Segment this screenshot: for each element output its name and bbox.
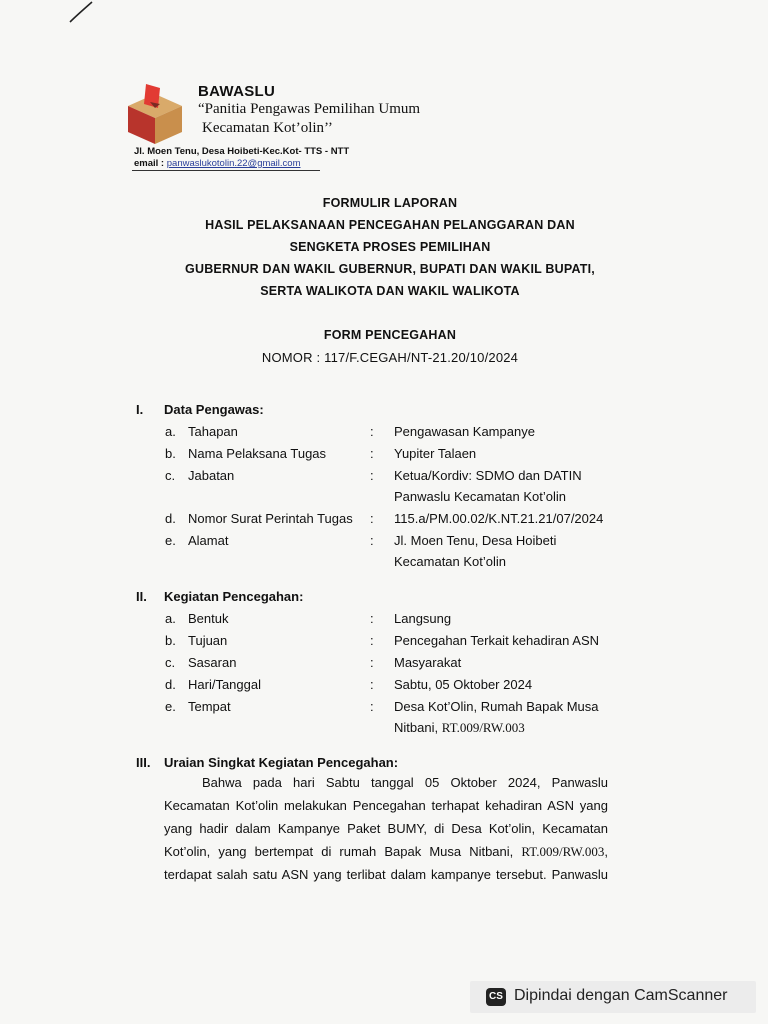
field-value: Jl. Moen Tenu, Desa Hoibeti: [394, 533, 557, 548]
title-line-3: SENGKETA PROSES PEMILIHAN: [289, 240, 491, 254]
section-2-heading: [136, 589, 303, 604]
field-value: 115.a/PM.00.02/K.NT.21.21/07/2024: [394, 511, 604, 526]
field-letter: d.: [165, 677, 176, 692]
org-address: Jl. Moen Tenu, Desa Hoibeti-Kec.Kot- TTS - NTT: [134, 146, 350, 157]
title-line-1: FORMULIR LAPORAN: [322, 196, 458, 210]
email-label: email :: [134, 158, 165, 169]
field-label: Sasaran: [188, 655, 237, 670]
org-subtitle-line2: Kecamatan Kot’olin’’: [202, 120, 333, 136]
field-letter: b.: [165, 446, 176, 461]
field-label: Tempat: [188, 699, 231, 714]
field-value-continued: Nitbani, RT.009/RW.003: [394, 720, 525, 735]
section-3-number: III.: [136, 755, 151, 770]
title-line-5: SERTA WALIKOTA DAN WAKIL WALIKOTA: [260, 284, 520, 298]
field-value: Desa Kot’Olin, Rumah Bapak Musa: [394, 699, 599, 714]
field-value: Langsung: [394, 611, 452, 626]
field-letter: a.: [165, 611, 176, 626]
field-value: Sabtu, 05 Oktober 2024: [394, 677, 533, 692]
camscanner-watermark: [470, 981, 756, 1013]
field-colon: :: [370, 446, 374, 461]
pen-stroke-mark: [62, 0, 102, 26]
field-label: Hari/Tanggal: [188, 677, 261, 692]
field-value-continued: Kecamatan Kot’olin: [394, 554, 507, 569]
section-1-number: I.: [136, 402, 144, 417]
field-label: Tahapan: [188, 424, 238, 439]
rt-rw-code: RT.009/RW.003: [521, 844, 605, 859]
field-colon: :: [370, 677, 374, 692]
field-value: Pengawasan Kampanye: [394, 424, 535, 439]
field-letter: e.: [165, 699, 176, 714]
field-colon: :: [370, 699, 374, 714]
paragraph-line: terdapat salah satu ASN yang terlibat dalam kampanye tersebut. Panwaslu: [164, 867, 608, 882]
field-colon: :: [370, 424, 374, 439]
section-3-title: Uraian Singkat Kegiatan Pencegahan:: [164, 755, 399, 770]
field-value: Pencegahan Terkait kehadiran ASN: [394, 633, 600, 648]
rt-rw-code: RT.009/RW.003: [441, 720, 525, 735]
paragraph-line: Kot’olin, yang bertempat di rumah Bapak Musa Nitbani, RT.009/RW.003,: [164, 844, 608, 859]
field-colon: :: [370, 533, 374, 548]
email-link[interactable]: panwaslukotolin.22@gmail.com: [166, 158, 301, 169]
field-label: Nomor Surat Perintah Tugas: [188, 511, 353, 526]
section-2-number: II.: [136, 589, 147, 604]
field-value: Masyarakat: [394, 655, 462, 670]
title-line-4: GUBERNUR DAN WAKIL GUBERNUR, BUPATI DAN WAKIL BUPATI,: [185, 262, 595, 276]
field-value: Yupiter Talaen: [394, 446, 477, 461]
field-colon: :: [370, 633, 374, 648]
field-letter: d.: [165, 511, 176, 526]
section-3-paragraph: [164, 771, 608, 886]
org-subtitle-line1: “Panitia Pengawas Pemilihan Umum: [198, 101, 421, 117]
field-letter: a.: [165, 424, 176, 439]
field-value-continued: Panwaslu Kecamatan Kot’olin: [394, 489, 566, 504]
field-letter: c.: [165, 655, 176, 670]
camscanner-icon: CS: [486, 988, 506, 1006]
field-label: Bentuk: [188, 611, 229, 626]
field-letter: b.: [165, 633, 176, 648]
field-letter: c.: [165, 468, 176, 483]
paragraph-line: yang hadir dalam Kampanye Paket BUMY, di Desa Kot’olin, Kecamatan: [164, 821, 608, 836]
field-colon: :: [370, 655, 374, 670]
section-2-title: Kegiatan Pencegahan:: [164, 589, 304, 604]
section-3-heading: [136, 755, 398, 770]
field-value: Ketua/Kordiv: SDMO dan DATIN: [394, 468, 582, 483]
title-line-2: HASIL PELAKSANAAN PENCEGAHAN PELANGGARAN DAN: [205, 218, 575, 232]
camscanner-text: Dipindai dengan CamScanner: [514, 987, 728, 1004]
field-label: Nama Pelaksana Tugas: [188, 446, 327, 461]
org-name: BAWASLU: [198, 83, 276, 100]
field-label: Tujuan: [188, 633, 228, 648]
letterhead-divider: [132, 170, 320, 171]
field-letter: e.: [165, 533, 176, 548]
section-1-heading: [136, 402, 264, 417]
paragraph-line: Bahwa pada hari Sabtu tanggal 05 Oktober 2024, Panwaslu: [202, 775, 608, 790]
field-colon: :: [370, 468, 374, 483]
bawaslu-ballot-box-logo: [126, 82, 184, 146]
paragraph-line: Kecamatan Kot’olin melakukan Pencegahan terhapat kehadiran ASN yang: [164, 798, 608, 813]
section-1-title: Data Pengawas:: [164, 402, 264, 417]
form-number: NOMOR : 117/F.CEGAH/NT-21.20/10/2024: [261, 350, 519, 365]
field-label: Alamat: [188, 533, 229, 548]
field-label: Jabatan: [188, 468, 235, 483]
field-colon: :: [370, 611, 374, 626]
field-colon: :: [370, 511, 374, 526]
org-email: [134, 158, 301, 169]
form-name: FORM PENCEGAHAN: [323, 328, 457, 342]
